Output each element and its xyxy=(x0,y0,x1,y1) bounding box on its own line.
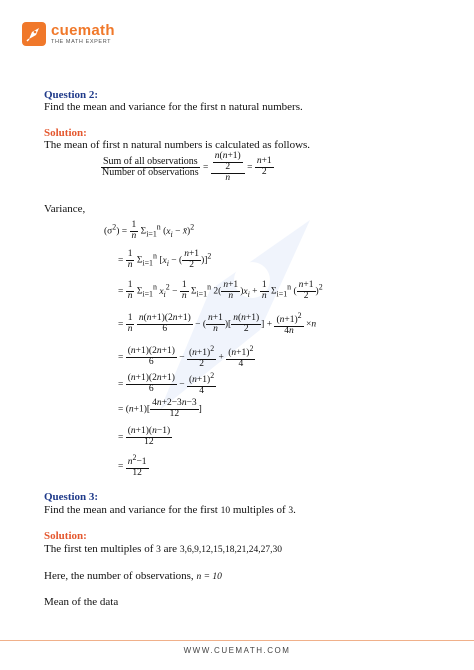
brand-tagline: THE MATH EXPERT xyxy=(51,38,112,45)
question-2-label: Question 2: xyxy=(44,89,99,101)
footer-url[interactable]: WWW.CUEMATH.COM xyxy=(183,646,291,655)
variance-line-1: $(\sigma^2)$ = $\frac{1}{n}$ $\Sigma_{i=1}^n$ ($x_i$ − x̄)$^2$ xyxy=(104,220,195,241)
solution-2-label: Solution: xyxy=(44,127,87,139)
solution-3-label: Solution: xyxy=(44,530,87,542)
multiples-list: 3,6,9,12,15,18,21,24,27,30 xyxy=(179,545,282,555)
brand-name: cuemath xyxy=(51,21,115,39)
solution-3-line-2 xyxy=(44,570,222,582)
solution-3-line-1 xyxy=(44,543,282,555)
solution-3-line-1-a: The first ten multiples of xyxy=(44,543,154,555)
variance-line-6: = $\frac{(n+1)(2n+1)}{6}$ − $\frac{(n+1)^2}{4}$ xyxy=(118,371,215,397)
mean-denominator: Number of observations xyxy=(102,167,199,179)
observation-count: n = 10 xyxy=(196,572,222,582)
solution-3-line-1-c: are xyxy=(163,543,178,555)
variance-line-9: = $\frac{n^2-1}{12}$ xyxy=(118,453,147,479)
question-3-count: 10 xyxy=(220,506,231,516)
question-3-text-a: Find the mean and variance for the first xyxy=(44,504,218,516)
question-3-text: Find the mean and variance for the first 10 multiples of 3. xyxy=(44,504,296,516)
variance-line-8: = $\frac{(n+1)(n-1)}{12}$ xyxy=(118,426,171,447)
mean-numerator: Sum of all observations xyxy=(102,155,198,167)
question-3-label: Question 3: xyxy=(44,491,99,503)
variance-line-5: = $\frac{(n+1)(2n+1)}{6}$ − $\frac{(n+1)^2}{2}$ + $\frac{(n+1)^2}{4}$ xyxy=(118,344,254,370)
variance-line-4: = $\frac{1}{n}$ $\frac{n(n+1)(2n+1)}{6}$ − ( $\frac{n+1}{n}$ )[ $\frac{n(n+1)}{2}$ ] + $\frac{(n+1)^2}{4n}$ ×n xyxy=(118,311,317,337)
question-3-number: 3 xyxy=(288,506,294,516)
question-3-text-c: multiples of xyxy=(232,504,286,516)
variance-line-3: = $\frac{1}{n}$ $\Sigma_{i=1}^n$ $x_i^2$ − $\frac{1}{n}$ $\Sigma_{i=1}^n$ 2( $\frac{n+1}{n}$ )$x_i$ + $\frac{1}{n}$ $\Sigma_{i=1}^n$ ( $\frac{n+1}{2}$ )$^2$ xyxy=(118,280,323,301)
mean-formula: $\frac{\text{Sum of all observations}}{\text{Number of observations}}$ = $\frac{\frac{n(n+1)}{2}}{n}$ = $\frac{n+1}{2}$ xyxy=(102,151,272,183)
solution-3-line-3: Mean of the data xyxy=(44,596,119,608)
solution-2-intro: The mean of first n natural numbers is calculated as follows. xyxy=(44,139,311,151)
variance-line-7: = (n+1)[ $\frac{4n+2-3n-3}{12}$ ] xyxy=(118,398,202,419)
footer-divider xyxy=(0,640,474,641)
cuemath-logo xyxy=(22,22,115,46)
question-2-text: Find the mean and variance for the first n natural numbers. xyxy=(44,101,303,113)
solution-3-line-2-a: Here, the number of observations, xyxy=(44,570,194,582)
solution-3-line-1-b: 3 xyxy=(156,545,161,555)
variance-label: Variance, xyxy=(44,203,86,215)
rocket-icon xyxy=(22,22,46,46)
variance-line-2: = $\frac{1}{n}$ $\Sigma_{i=1}^n$ [$x_i$ − ( $\frac{n+1}{2}$ )]$^2$ xyxy=(118,249,212,270)
